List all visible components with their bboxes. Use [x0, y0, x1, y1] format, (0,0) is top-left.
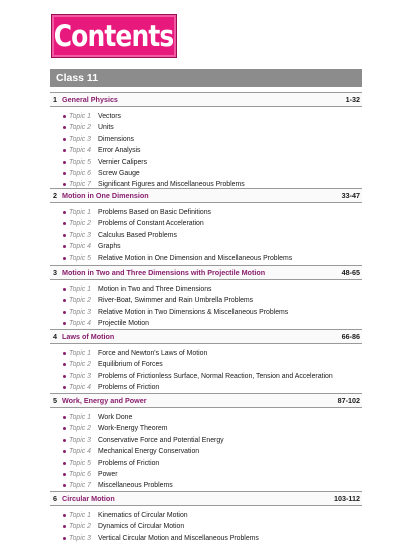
topic-item[interactable] — [50, 307, 362, 318]
topic-label: Topic 1 — [69, 113, 91, 120]
bullet-icon — [63, 427, 66, 430]
topic-item[interactable] — [50, 469, 362, 480]
chapter-title[interactable]: Motion in One Dimension — [62, 191, 149, 200]
topic-label: Topic 6 — [69, 169, 91, 177]
topic-label: Topic 3 — [69, 308, 91, 316]
topic-name: Problems of Friction — [98, 384, 160, 392]
topic-label: Topic 1 — [69, 512, 91, 519]
topic-label: Topic 3 — [69, 135, 91, 143]
chapter-header[interactable] — [50, 188, 362, 203]
chapter-number: 1 — [53, 95, 57, 104]
bullet-icon — [63, 149, 66, 152]
bullet-icon — [63, 234, 66, 237]
chapter-title[interactable]: Motion in Two and Three Dimensions with Projectile Motion — [62, 268, 266, 277]
chapter-header[interactable] — [50, 92, 362, 107]
topic-name: Relative Motion in One Dimension and Miscellaneous Problems — [98, 254, 293, 262]
chapter-section — [50, 393, 362, 492]
topic-list — [50, 510, 362, 544]
chapter-header[interactable] — [50, 393, 362, 408]
topic-item[interactable] — [50, 382, 362, 393]
topic-name: Dimensions — [98, 135, 134, 143]
chapter-page-range: 1-32 — [345, 95, 360, 104]
topic-item[interactable] — [50, 446, 362, 457]
topic-list — [50, 412, 362, 492]
topic-name: Dynamics of Circular Motion — [98, 523, 185, 531]
bullet-icon — [63, 183, 66, 186]
topic-name: Motion in Two and Three Dimensions — [98, 286, 212, 293]
bullet-icon — [63, 416, 66, 419]
bullet-icon — [63, 439, 66, 442]
bullet-icon — [63, 211, 66, 214]
chapter-section — [50, 329, 362, 394]
topic-item[interactable] — [50, 412, 362, 423]
topic-name: Screw Gauge — [98, 169, 140, 177]
page-title: Contents — [54, 19, 174, 53]
topic-name: Problems of Constant Acceleration — [98, 220, 204, 228]
topic-label: Topic 3 — [69, 372, 91, 380]
topic-name: Vernier Calipers — [98, 158, 148, 166]
topic-item[interactable] — [50, 423, 362, 434]
topic-label: Topic 7 — [69, 181, 91, 189]
topic-name: Kinematics of Circular Motion — [98, 512, 188, 519]
bullet-icon — [63, 115, 66, 118]
chapter-section — [50, 92, 362, 191]
topic-label: Topic 3 — [69, 436, 91, 444]
topic-item[interactable] — [50, 371, 362, 382]
topic-label: Topic 5 — [69, 254, 91, 262]
topic-item[interactable] — [50, 134, 362, 145]
topic-name: Equilibrium of Forces — [98, 361, 163, 369]
topic-item[interactable] — [50, 295, 362, 306]
topic-name: Miscellaneous Problems — [98, 482, 173, 490]
topic-label: Topic 4 — [69, 320, 91, 328]
chapter-title[interactable]: Circular Motion — [62, 494, 115, 503]
topic-label: Topic 2 — [69, 220, 91, 228]
topic-item[interactable] — [50, 510, 362, 521]
bullet-icon — [63, 322, 66, 325]
topic-name: Vertical Circular Motion and Miscellaneous Problems — [98, 534, 259, 542]
topic-item[interactable] — [50, 458, 362, 469]
topic-name: Projectile Motion — [98, 320, 149, 328]
bullet-icon — [63, 537, 66, 540]
topic-name: Problems of Friction — [98, 459, 160, 467]
topic-name: Work Done — [98, 414, 133, 421]
topic-item[interactable] — [50, 284, 362, 295]
topic-name: Relative Motion in Two Dimensions & Miscellaneous Problems — [98, 308, 289, 316]
chapter-page-range: 87-102 — [337, 396, 360, 405]
bullet-icon — [63, 375, 66, 378]
chapter-header[interactable] — [50, 265, 362, 280]
topic-item[interactable] — [50, 521, 362, 532]
chapter-number: 4 — [53, 332, 57, 341]
topic-item[interactable] — [50, 318, 362, 329]
bullet-icon — [63, 222, 66, 225]
topic-label: Topic 2 — [69, 361, 91, 369]
bullet-icon — [63, 386, 66, 389]
topic-item[interactable] — [50, 122, 362, 133]
bullet-icon — [63, 257, 66, 260]
topic-label: Topic 5 — [69, 158, 91, 166]
chapter-section — [50, 188, 362, 264]
bullet-icon — [63, 484, 66, 487]
chapter-page-range: 48-65 — [341, 268, 360, 277]
topic-item[interactable] — [50, 241, 362, 252]
topic-label: Topic 1 — [69, 209, 91, 216]
topic-label: Topic 2 — [69, 523, 91, 531]
chapter-title[interactable]: General Physics — [62, 95, 118, 104]
topic-name: Calculus Based Problems — [98, 231, 177, 239]
topic-list — [50, 207, 362, 264]
bullet-icon — [63, 161, 66, 164]
bullet-icon — [63, 126, 66, 129]
bullet-icon — [63, 311, 66, 314]
bullet-icon — [63, 514, 66, 517]
topic-label: Topic 5 — [69, 459, 91, 467]
bullet-icon — [63, 245, 66, 248]
topic-item[interactable] — [50, 348, 362, 359]
chapter-title[interactable]: Laws of Motion — [62, 332, 115, 341]
topic-item[interactable] — [50, 207, 362, 218]
chapter-page-range: 33-47 — [341, 191, 360, 200]
topic-name: River-Boat, Swimmer and Rain Umbrella Problems — [98, 297, 254, 305]
topic-label: Topic 4 — [69, 448, 91, 456]
bullet-icon — [63, 462, 66, 465]
topic-label: Topic 2 — [69, 425, 91, 433]
topic-label: Topic 1 — [69, 286, 91, 293]
chapter-number: 6 — [53, 494, 57, 503]
class-header: Class 11 — [50, 69, 362, 87]
bullet-icon — [63, 288, 66, 291]
topic-item[interactable] — [50, 111, 362, 122]
chapter-page-range: 103-112 — [334, 494, 360, 503]
chapter-title[interactable]: Work, Energy and Power — [62, 396, 147, 405]
topic-item[interactable] — [50, 230, 362, 241]
topic-label: Topic 4 — [69, 384, 91, 392]
bullet-icon — [63, 352, 66, 355]
topic-name: Problems Based on Basic Definitions — [98, 209, 211, 216]
topic-item[interactable] — [50, 253, 362, 264]
topic-item[interactable] — [50, 359, 362, 370]
topic-name: Conservative Force and Potential Energy — [98, 436, 224, 444]
topic-item[interactable] — [50, 435, 362, 446]
topic-name: Work-Energy Theorem — [98, 425, 168, 433]
chapter-header[interactable] — [50, 329, 362, 344]
topic-label: Topic 2 — [69, 124, 91, 132]
topic-name: Graphs — [98, 243, 121, 251]
topic-name: Vectors — [98, 113, 121, 120]
bullet-icon — [63, 299, 66, 302]
bullet-icon — [63, 363, 66, 366]
topic-name: Mechanical Energy Conservation — [98, 448, 200, 456]
chapter-number: 2 — [53, 191, 57, 200]
chapter-header[interactable] — [50, 491, 362, 506]
topic-name: Units — [98, 124, 114, 132]
topic-item[interactable] — [50, 168, 362, 179]
topic-name: Problems of Frictionless Surface, Normal Reaction, Tension and Acceleration — [98, 372, 333, 380]
topic-name: Force and Newton's Laws of Motion — [98, 350, 208, 357]
topic-label: Topic 7 — [69, 482, 91, 490]
topic-name: Power — [98, 470, 118, 478]
chapter-number: 5 — [53, 396, 57, 405]
topic-item[interactable] — [50, 533, 362, 544]
topic-list — [50, 111, 362, 191]
chapter-page-range: 66-86 — [341, 332, 360, 341]
topic-list — [50, 284, 362, 330]
topic-label: Topic 4 — [69, 243, 91, 251]
topic-label: Topic 3 — [69, 534, 91, 542]
topic-label: Topic 1 — [69, 414, 91, 421]
topic-label: Topic 4 — [69, 147, 91, 155]
chapter-section — [50, 491, 362, 544]
bullet-icon — [63, 172, 66, 175]
topic-label: Topic 1 — [69, 350, 91, 357]
chapter-number: 3 — [53, 268, 57, 277]
topic-name: Error Analysis — [98, 147, 141, 155]
bullet-icon — [63, 450, 66, 453]
topic-item[interactable] — [50, 157, 362, 168]
topic-list — [50, 348, 362, 394]
bullet-icon — [63, 138, 66, 141]
topic-label: Topic 2 — [69, 297, 91, 305]
topic-label: Topic 3 — [69, 231, 91, 239]
topic-item[interactable] — [50, 218, 362, 229]
bullet-icon — [63, 525, 66, 528]
topic-label: Topic 6 — [69, 470, 91, 478]
topic-item[interactable] — [50, 145, 362, 156]
bullet-icon — [63, 473, 66, 476]
topic-name: Significant Figures and Miscellaneous Problems — [98, 181, 245, 189]
chapter-section — [50, 265, 362, 330]
